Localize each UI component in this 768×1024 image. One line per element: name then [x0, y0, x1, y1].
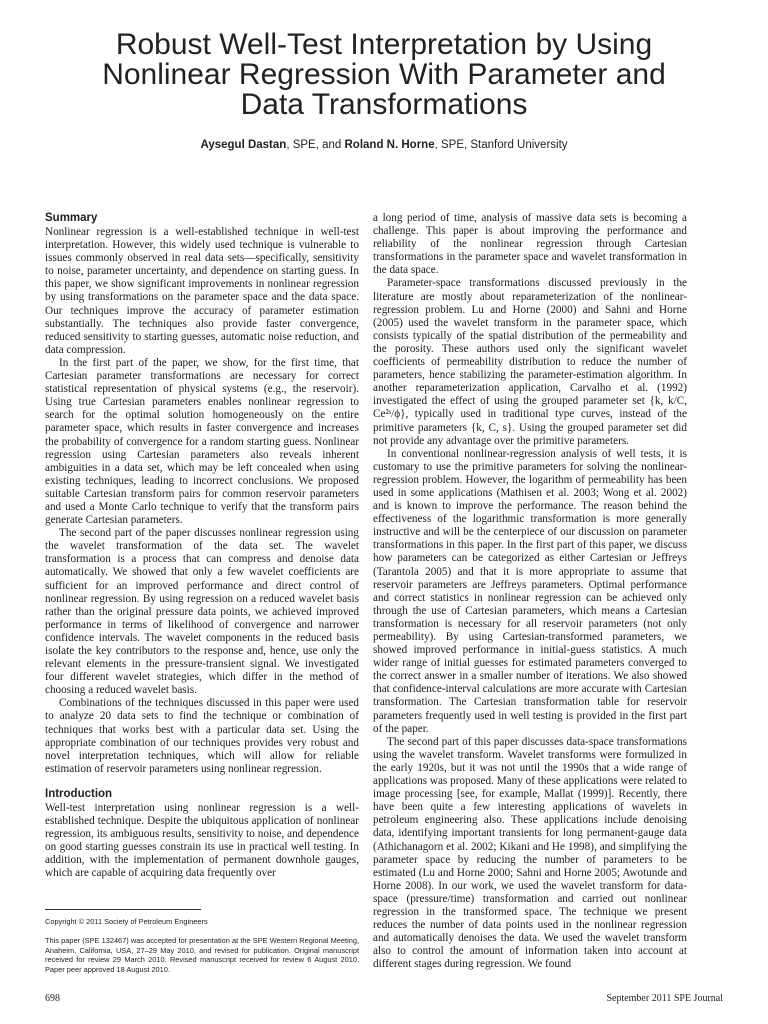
journal-footer: September 2011 SPE Journal: [606, 993, 723, 1004]
paper-title: [20, 30, 748, 120]
title-line-1: Robust Well-Test Interpretation by Using: [115, 28, 653, 61]
author-name-2: Roland N. Horne: [344, 139, 435, 151]
left-column: [45, 212, 359, 881]
right-paragraph-3: In conventional nonlinear-regression analysis of well tests, it is customary to use the primitive parameters for solving the nonlinear-regression problem. However, the logarithm of permeability has been used in some applications (Mathisen et al. 2003; Wong et al. 2002) and is known to improve the performance. The reason behind the effectiveness of the logarithmic transformation is more generally instructive and will be the centerpiece of our discussion on parameter transformations in this paper. In the first part of this paper, we discuss how parameters can be categorized as either Cartesian or Jeffreys (Tarantola 2005) and that it is more appropriate to assume that reservoir parameters are Jeffreys parameters. Optimal performance and correct statistics in nonlinear regression can be achieved only through the use of Cartesian parameters, which means a Cartesian transformation is necessary for all reservoir parameters (not only permeability). By using Cartesian-transformed parameters, we showed improved performance in initial-guess statistics. A much wider range of initial guesses for estimated parameters converged to the correct answer in a smaller number of iterations. We also showed that confidence-interval calculations are more accurate with Cartesian transformation. The Cartesian transformation table for reservoir parameters frequently used in well testing is provided in the first part of the paper.: [373, 447, 687, 735]
author-name-1: Aysegul Dastan: [200, 139, 287, 151]
introduction-heading: Introduction: [45, 787, 113, 800]
right-paragraph-1: a long period of time, analysis of massive data sets is becoming a challenge. This paper is about improving the performance and reliability of the nonlinear regression through Cartesian transformations in the parameter space and wavelet transformation in the data space.: [373, 212, 687, 277]
right-paragraph-2: Parameter-space transformations discussed previously in the literature are mostly about reparameterization of the nonlinear-regression problem. Lu and Horne (2000) and Sahni and Horne (2005) used the wavelet transform in the parameter space, which consists typically of the spatial distribution of the permeability and the porosity. These authors used only the significant wavelet coefficients of permeability distribution to reduce the number of parameters, hence stabilizing the parameter-estimation algorithm. In another reparameterization application, Carvalho et al. (1992) investigated the effect of using the grouped parameter set {k, k/C, Ce²ˢ/ϕ}, typically used in traditional type curves, instead of the primitive parameters {k, C, s}. Using the grouped parameter set did not provide any advantage over the primitive parameters.: [373, 277, 687, 447]
author-affiliation-2: , SPE, Stanford University: [434, 139, 568, 151]
manuscript-note: This paper (SPE 132467) was accepted for presentation at the SPE Western Regional Meeting, Anaheim, California, USA, 27–29 May 2010, and revised for publication. Original manuscript received for review 29 March 2010. Revised manuscript received for review 6 August 2010. Paper peer approved 18 August 2010.: [45, 936, 359, 974]
copyright-note: Copyright © 2011 Society of Petroleum Engineers: [45, 917, 208, 926]
page-number: 698: [45, 993, 60, 1004]
summary-heading: Summary: [45, 212, 98, 224]
summary-paragraph-2: In the first part of the paper, we show, for the first time, that Cartesian parameter transformations are necessary for correct statistical representation of physical systems (e.g., the reservoir). Using true Cartesian parameters enables nonlinear regression to search for the optimal solution homogeneously on the entire parameter space, which results in faster convergence and increases the probability of convergence for a random starting guess. Nonlinear regression using Cartesian parameters also reveals inherent ambiguities in a data set, which may be left concealed when using existing techniques, leading to incorrect conclusions. We proposed suitable Cartesian transform pairs for common reservoir parameters and used a Monte Carlo technique to verify that the transform pairs generate Cartesian parameters.: [45, 356, 359, 527]
right-column: [373, 212, 687, 971]
title-line-2: Nonlinear Regression With Parameter and: [102, 58, 666, 91]
right-paragraph-4: The second part of this paper discusses data-space transformations using the wavelet transform. Wavelet transforms were formulized in the early 1920s, but it was not until the 1990s that a wide range of applications was proposed. Many of these applications were related to image processing [see, for example, Mallat (1999)]. Recently, there have been quite a few interesting applications of wavelets in petroleum engineering also. These applications include denoising data, identifying important transients for long permanent-gauge data (Athichanagorn et al. 2002; Kikani and He 1998), and simplifying the parameter space by reducing the number of parameters to be estimated (Lu and Horne 2000; Sahni and Horne 2005; Awotunde and Horne 2008). In our work, we used the wavelet transform for data-space (pressure/time) transformation and carried out nonlinear regression in the transformed space. The technique we present reduces the number of data points used in the nonlinear regression and automatically denoises the data. We used the wavelet transform also to control the amount of information taken into account at different stages during regression. We found: [373, 735, 687, 971]
author-affiliation-1: , SPE, and: [286, 139, 345, 151]
summary-paragraph-4: Combinations of the techniques discussed in this paper were used to analyze 20 data sets to find the technique or combination of techniques that works best with a particular data set. Using the appropriate combination of our techniques provides very robust and novel interpretation techniques, which will allow for reliable estimation of reservoir parameters using nonlinear regression.: [45, 697, 359, 775]
introduction-paragraph-1: Well-test interpretation using nonlinear regression is a well-established technique. Despite the ubiquitous application of nonlinear regression, its ambiguous results, sensitivity to noise, and dependence on good starting guesses constrain its use in practical well testing. In addition, with the implementation of permanent downhole gauges, which are capable of acquiring data frequently over: [45, 801, 359, 880]
footnote-divider: [45, 909, 201, 910]
summary-paragraph-1: Nonlinear regression is a well-established technique in well-test interpretation. However, this widely used technique is vulnerable to issues commonly observed in real data sets—specifically, sensitivity to noise, parameter uncertainty, and dependence on starting guess. In this paper, we show significant improvements in nonlinear regression by using transformations on the parameter space and the data space. Our techniques improve the accuracy of parameter estimation substantially. The techniques also provide faster convergence, reduced sensitivity to starting guesses, automatic noise reduction, and data compression.: [45, 226, 359, 356]
author-line: [0, 139, 768, 151]
title-line-3: Data Transformations: [240, 88, 528, 121]
summary-paragraph-3: The second part of the paper discusses nonlinear regression using the wavelet transformation of the data set. The wavelet transformation is a process that can compress and denoise data automatically. We showed that only a few wavelet coefficients are sufficient for an improved performance and direct control of nonlinear regression. By using regression on a reduced wavelet basis rather than the original pressure data points, we achieved improved performance in terms of likelihood of convergence and narrower confidence intervals. The wavelet components in the reduced basis isolate the key contributors to the response and, hence, use only the relevant elements in the pressure-transient signal. We investigated four different wavelet strategies, which differ in the method of choosing a reduced wavelet basis.: [45, 527, 359, 697]
